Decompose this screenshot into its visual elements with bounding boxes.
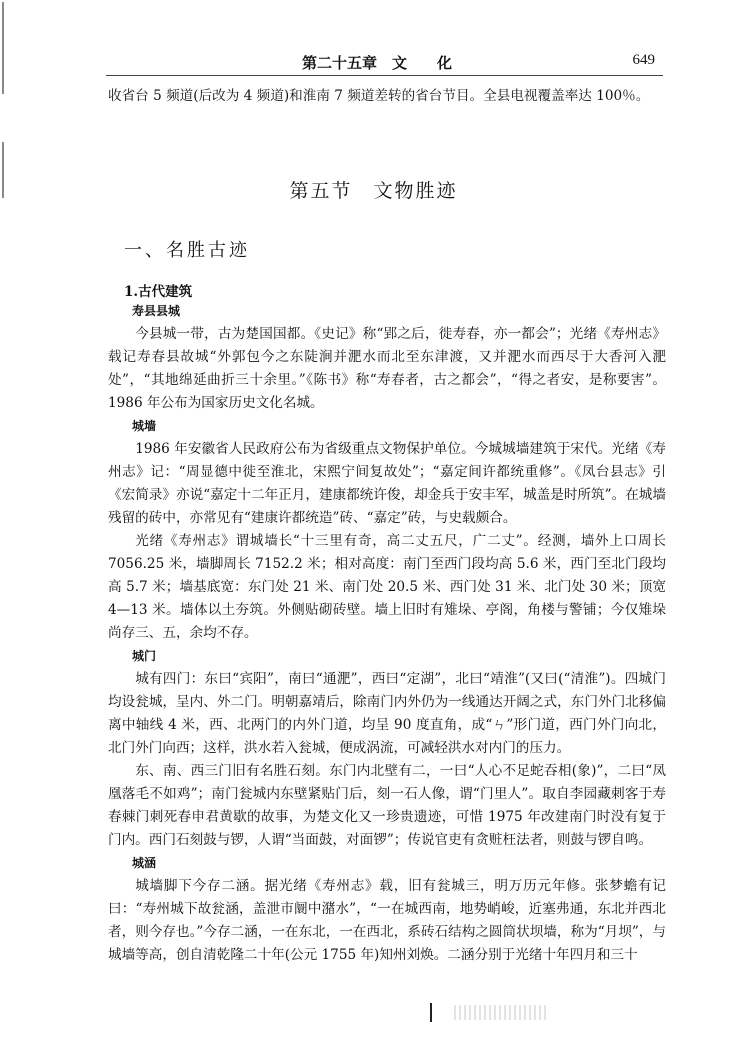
scan-artifact-noise (454, 1005, 548, 1020)
scan-artifact-bar (430, 1003, 432, 1022)
paragraph: 城墙脚下今存二涵。据光绪《寿州志》载，旧有瓮城三，明万历元年修。张梦蟾有记曰：“寿州城下故瓮涵，盖泄市阛中潴水”，“一在城西南，地势峭峻，近塞弗通，东北并西北者，则今存也。”今存二涵，一在东北，一在西北，系砖石结构之圆筒状坝墙，称为“月坝”，与城墙等高，创自清乾隆二十年(公元 1755 年)知州刘焕。二涵分别于光绪十年四月和三十 (108, 878, 666, 963)
subsection-title: 城墙 (132, 419, 157, 433)
scan-edge-mark (2, 2, 4, 94)
continued-paragraph-block (108, 85, 666, 108)
body-text (108, 300, 666, 967)
running-header (106, 52, 663, 74)
heading-level2: 1.古代建筑 (124, 284, 193, 300)
paragraph: 1986 年安徽省人民政府公布为省级重点文物保护单位。今城城墙建筑于宋代。光绪《寿州志》记：“周显德中徙至淮北，宋熙宁间复故处”；“嘉定间许都统重修”。《凤台县志》引《宏简录》亦说“嘉定十二年正月，建康都统许俊，却金兵于安丰军，城盖是时所筑”。在城墙残留的砖中，亦常见有“建康许都统造”砖、“嘉定”砖，与史载颇合。 (108, 441, 666, 526)
subsection-title: 寿县县城 (132, 304, 181, 318)
paragraph: 东、南、西三门旧有名胜石刻。东门内北壁有二，一曰“人心不足蛇吞相(象)”，二曰“凤凰落毛不如鸡”；南门瓮城内东壁紧贴门后，刻一石人像，谓“门里人”。取自李园藏刺客于寿春棘门刺死春申君黄歇的故事，为楚文化又一珍贵遗迹，可惜 1975 年改建南门时没有复于门内。西门石刻鼓与锣，人谓“当面鼓，对面锣”；传说官吏有贪赃枉法者，则鼓与锣自鸣。 (108, 763, 666, 848)
scan-artifact (430, 1003, 550, 1023)
continued-paragraph: 收省台 5 频道(后改为 4 频道)和淮南 7 频道差转的省台节目。全县电视覆盖率达 100％。 (108, 88, 650, 104)
chapter-title: 第二十五章 文 化 (302, 54, 453, 72)
paragraph: 今县城一带，古为楚国国都。《史记》称“郢之后，徙寿春，亦一都会”；光绪《寿州志》载记寿春县故城“外郭包今之东陡涧并淝水而北至东津渡，又并淝水而西尽于大香河入淝处”，“其地绵延曲折三十余里。”《陈书》称“寿春者，古之都会”，“得之者安，是称要害”。1986 年公布为国家历史文化名城。 (108, 326, 666, 411)
paragraph: 城有四门：东曰“宾阳”，南曰“通淝”，西曰“定湖”，北曰“靖淮”(又曰(“清淮”)。四城门均设瓮城，呈内、外二门。明朝嘉靖后，除南门内外仍为一线通达开阔之式，东门外门北移偏离中轴线 4 米，西、北两门的内外门道，均呈 90 度直角，成“ㄣ”形门道，西门外门向北，北门外门向西；这样，洪水若入瓮城，便成涡流，可减轻洪水对内门的压力。 (108, 671, 666, 756)
subsection-title: 城涵 (132, 856, 157, 870)
section-title: 第五节 文物胜迹 (289, 180, 458, 202)
subsection-title: 城门 (132, 649, 157, 663)
header-rule (106, 75, 663, 76)
heading-level1: 一、名胜古迹 (124, 240, 250, 261)
page-number: 649 (632, 52, 655, 68)
paragraph: 光绪《寿州志》谓城墙长“十三里有奇，高二丈五尺，广二丈”。经测，墙外上口周长 7056.25 米，墙脚周长 7152.2 米；相对高度：南门至西门段均高 5.6 米，西门至北门段均高 5.7 米；墙基底宽：东门处 21 米、南门处 20.5 米、西门处 31 米、北门处 30 米；顶宽 4—13 米。墙体以土夯筑。外侧贴砌砖壁。墙上旧时有雉垛、亭阁，角楼与警铺；今仅雉垛尚存三、五，余均不存。 (108, 533, 666, 641)
